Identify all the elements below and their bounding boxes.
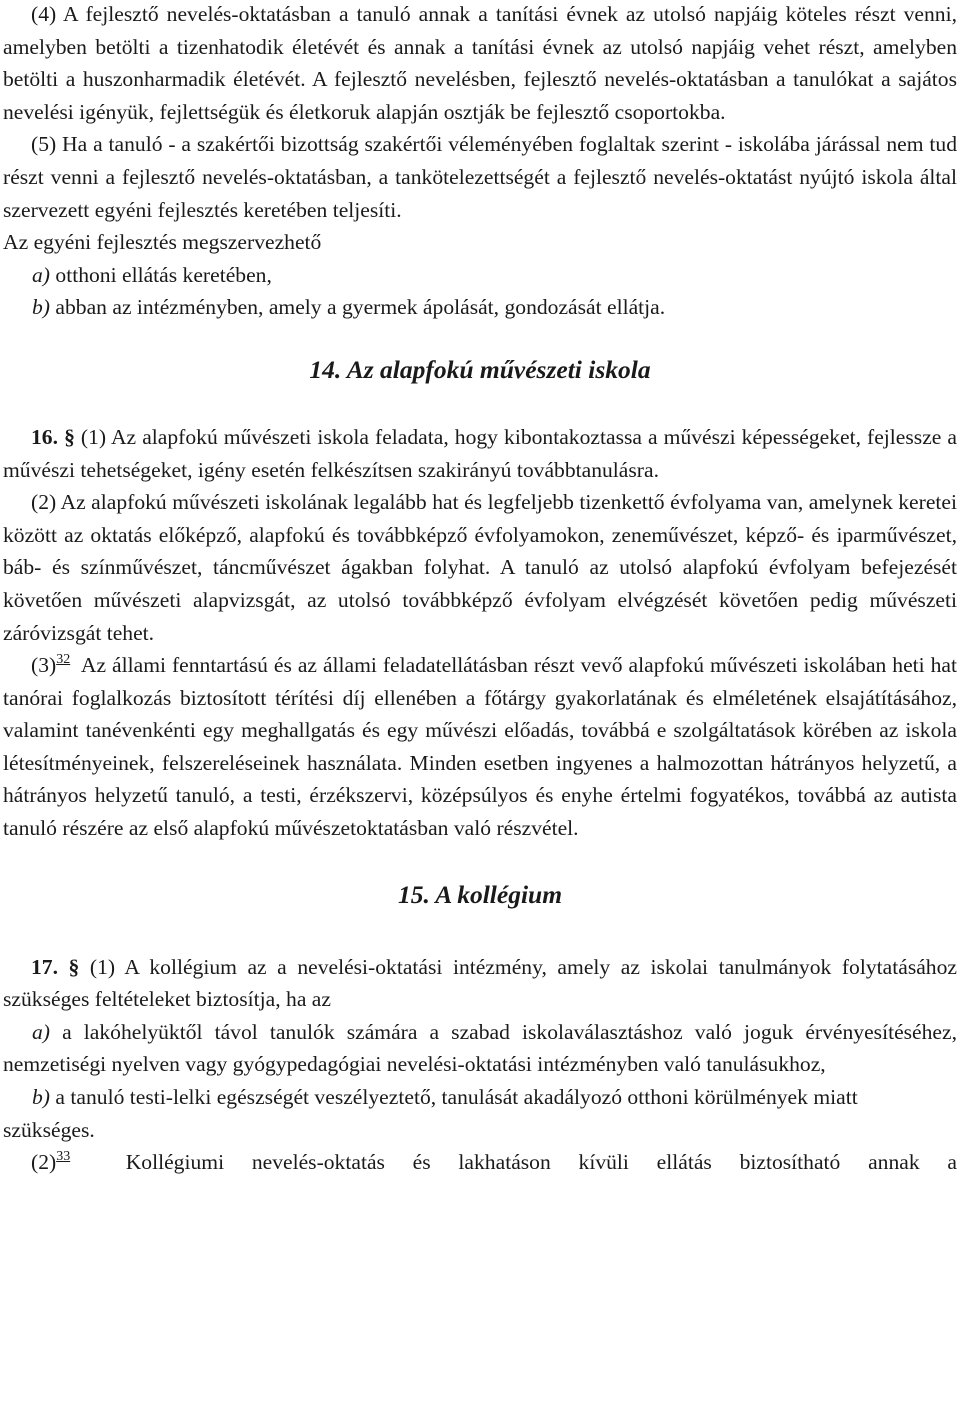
footnote-link-33[interactable]: 33 — [56, 1149, 71, 1165]
list-item-b — [3, 291, 957, 324]
list-text-17b: a tanuló testi-lelki egészségét veszélyeztető, tanulását akadályozó otthoni körülmények miatt — [55, 1085, 858, 1110]
section-17-tail: szükséges. — [3, 1117, 95, 1142]
section-sign-16: § — [64, 424, 75, 449]
paragraph-label-17-2: (2) — [31, 1150, 57, 1175]
section-sign-17: § — [68, 954, 80, 979]
section-17-text-2: Kollégiumi nevelés-oktatás és lakhatáson kívüli ellátás biztosítható annak a — [125, 1150, 957, 1175]
section-16-paragraph-2 — [3, 486, 957, 649]
section-17-item-b — [3, 1081, 957, 1114]
section-17-number: 17. — [31, 954, 58, 979]
section-16-text-2b: A tanuló az utolsó alapfokú évfolyam befejezését követően művészeti alapvizsgát, az utolsó továbbképző évfolyam elvégzését követően pedig művészeti záróvizsgát tehet. — [3, 555, 958, 645]
section-heading-14: 14. Az alapfokú művészeti iskola — [309, 354, 651, 384]
list-item-a — [3, 259, 957, 292]
paragraph-4-text-1: (4) A fejlesztő nevelés-oktatásban a tanuló annak a tanítási évnek az utolsó napjáig köteles részt venni, amelyben betölti a tizenhatodik életévét és annak a tanítási évnek az utolsó napjáig vehet részt, amelyben betölti a huszonharmadik életévét. — [3, 2, 957, 92]
list-marker-17a: a) — [32, 1019, 50, 1044]
section-16-text-1: (1) Az alapfokú művészeti iskola feladata, hogy kibontakoztassa a művészi képességeket, fejlessze a művészi tehetségeket, igény esetén felkészítsen szakirányú továbbtanulásra. — [3, 424, 958, 482]
paragraph-4 — [3, 0, 957, 128]
list-text-b: abban az intézményben, amely a gyermek ápolását, gondozását ellátja. — [55, 295, 666, 320]
paragraph-5-intro: Az egyéni fejlesztés megszervezhető — [3, 230, 322, 255]
document-page — [3, 0, 957, 1179]
footnote-link-32[interactable]: 32 — [56, 652, 71, 668]
section-17-item-a — [3, 1016, 957, 1081]
section-heading-15: 15. A kollégium — [397, 879, 563, 909]
section-17-text-1: (1) A kollégium az a nevelési-oktatási intézmény, amely az iskolai tanulmányok folytatásához szükséges feltételeket biztosítja, ha az — [3, 954, 957, 1012]
list-marker-b: b) — [32, 295, 50, 320]
paragraph-label-3: (3) — [31, 653, 57, 678]
section-16-text-3b: Minden esetben ingyenes a halmozottan hátrányos helyzetű, a hátrányos helyzetű tanuló, a testi, érzékszervi, középsúlyos és enyhe értelmi fogyatékos, továbbá az autista tanuló részére az első alapfokú művészetoktatásban való részvétel. — [3, 750, 957, 841]
paragraph-4-text-2: A fejlesztő nevelésben, fejlesztő nevelés-oktatásban a tanulókat a sajátos nevelési igényük, fejlettségük és életkoruk alapján osztják be fejlesztő csoportokba. — [3, 67, 957, 124]
section-16-number: 16. — [31, 424, 58, 449]
section-16-text-2a: (2) Az alapfokú művészeti iskolának legalább hat és legfeljebb tizenkettő évfolyama van, amelynek keretei között az oktatás előképző, alapfokú és továbbképző évfolyamokon, zeneművészet, képző- és iparművészet, báb- és színművészet, táncművészet ágakban folyhat. — [3, 490, 957, 580]
section-16-paragraph-1 — [3, 421, 957, 486]
section-17-paragraph-1 — [3, 951, 957, 1016]
paragraph-5: (5) Ha a tanuló - a szakértői bizottság szakértői véleményében foglaltak szerint - iskolába járással nem tud részt venni a fejlesztő nevelés-oktatásban, a tankötelezettségét a fejlesztő nevelés-oktatást nyújtó iskola által szervezett egyéni fejlesztés keretében teljesíti. — [3, 132, 957, 222]
list-text-a: otthoni ellátás keretében, — [55, 262, 272, 287]
section-16-paragraph-3 — [3, 649, 957, 845]
section-17-paragraph-2 — [3, 1146, 957, 1179]
list-marker-17b: b) — [32, 1085, 50, 1110]
list-text-17a: a lakóhelyüktől távol tanulók számára a szabad iskolaválasztáshoz való joguk érvényesítéséhez, nemzetiségi nyelven vagy gyógypedagógiai nevelési-oktatási intézményben való tanulásukhoz, — [3, 1019, 957, 1077]
section-16-text-3: Az állami fenntartású és az állami feladatellátásban részt vevő alapfokú művészeti iskolában heti hat tanórai foglalkozás biztosított térítési díj ellenében a főtárgy gyakorlatának és elméletének elsajátításához, valamint tanévenkénti egy meghallgatás és egy művészi előadás, továbbá e szolgáltatások körében az iskola létesítményeinek, felszereléseinek használata. — [3, 653, 957, 775]
list-marker-a: a) — [32, 262, 50, 287]
